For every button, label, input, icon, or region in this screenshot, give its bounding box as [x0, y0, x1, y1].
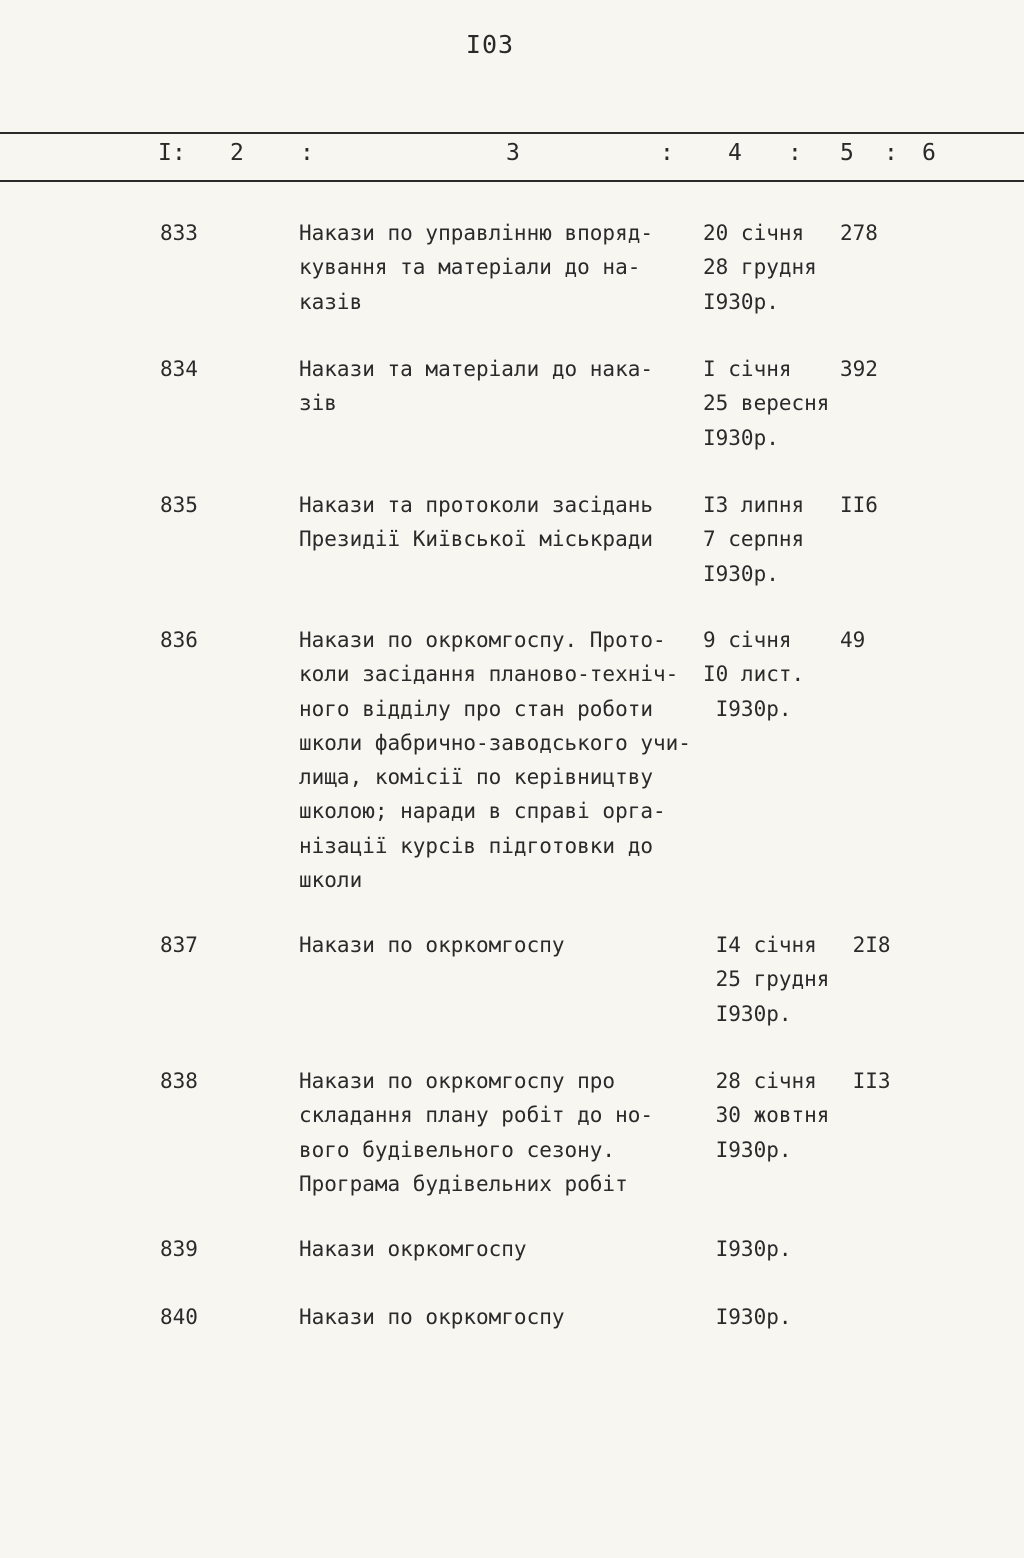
column-1-header: I: [158, 140, 172, 166]
item-sheet-count: II6: [840, 493, 878, 517]
item-title: [299, 352, 653, 421]
item-sheet-count: 49: [840, 628, 866, 652]
item-number: 834: [160, 357, 198, 381]
item-sheet-count: 278: [840, 221, 878, 245]
item-dates: [703, 623, 804, 726]
item-date-line: I930р.: [703, 696, 792, 721]
page-number: I03: [465, 30, 515, 59]
item-title: [299, 488, 653, 557]
item-dates: [703, 216, 817, 319]
item-title-line: Президії Київської міськради: [299, 527, 654, 552]
item-date-line: I930р.: [703, 1305, 792, 1329]
item-date-line: I930р.: [703, 1237, 792, 1261]
item-title-line: Накази по окркомгоспу. Прото-: [299, 628, 666, 652]
item-sheet-count: 392: [840, 357, 878, 381]
item-title-line: ного відділу про стан роботи: [299, 696, 654, 721]
item-title-line: Накази та матеріали до нака-: [299, 357, 654, 381]
column-5-header: 5: [840, 140, 854, 166]
item-dates: [703, 928, 829, 1031]
item-title-line: Накази та протоколи засідань: [299, 493, 654, 517]
item-number: 836: [160, 628, 198, 652]
item-date-line: 28 січня: [703, 1069, 817, 1093]
item-date-line: 25 грудня: [703, 967, 830, 992]
item-title: [299, 216, 653, 319]
item-title-line: школи: [299, 868, 363, 893]
item-title-line: Накази окркомгоспу: [299, 1237, 527, 1261]
item-title-line: школою; наради в справі орга-: [299, 799, 666, 824]
item-date-line: 20 січня: [703, 221, 805, 245]
item-date-line: I930р.: [703, 561, 779, 586]
item-title: [299, 1064, 653, 1201]
item-title: [299, 1300, 565, 1334]
table-header-bottom-rule: [0, 180, 1024, 182]
item-date-line: I січня: [703, 357, 792, 381]
column-3-header: 3: [506, 140, 520, 166]
item-title-line: Накази по окркомгоспу: [299, 1305, 565, 1329]
item-date-line: I930р.: [703, 1001, 792, 1026]
table-header-top-rule: [0, 132, 1024, 134]
item-title-line: коли засідання планово-технiч-: [299, 662, 679, 687]
item-date-line: I930р.: [703, 425, 779, 450]
item-title-line: Програма будівельних робіт: [299, 1171, 628, 1196]
column-6-header: 6: [922, 140, 936, 166]
item-title-line: нізації курсів підготовки до: [299, 833, 654, 858]
item-title: [299, 1232, 527, 1266]
item-dates: [703, 488, 804, 591]
item-title-line: Накази по окркомгоспу: [299, 933, 565, 957]
item-title: [299, 928, 565, 962]
item-number: 833: [160, 221, 198, 245]
item-number: 838: [160, 1069, 198, 1093]
item-date-line: I930р.: [703, 289, 779, 314]
column-4-header: 4: [728, 140, 742, 166]
item-date-line: I4 січня: [703, 933, 817, 957]
item-number: 839: [160, 1237, 198, 1261]
item-title-line: Накази по окркомгоспу про: [299, 1069, 616, 1093]
item-date-line: 28 грудня: [703, 255, 817, 280]
column-2-header: 2: [230, 140, 244, 166]
item-title-line: школи фабрично-заводського учи-: [299, 730, 691, 755]
item-title-line: зів: [299, 391, 337, 416]
item-title-line: кування та матеріали до на-: [299, 255, 641, 280]
item-number: 837: [160, 933, 198, 957]
item-title-line: лища, комісії по керівництву: [299, 765, 654, 790]
column-separator: :: [884, 140, 898, 166]
item-date-line: I930р.: [703, 1137, 792, 1162]
item-number: 835: [160, 493, 198, 517]
item-sheet-count: 2I8: [840, 933, 891, 957]
column-separator: :: [172, 140, 186, 166]
item-date-line: 9 січня: [703, 628, 792, 652]
item-number: 840: [160, 1305, 198, 1329]
item-date-line: 30 жовтня: [703, 1103, 830, 1128]
item-title-line: складання плану робіт до но-: [299, 1103, 654, 1128]
item-date-line: I3 липня: [703, 493, 805, 517]
item-date-line: I0 лист.: [703, 662, 805, 687]
item-date-line: 25 вересня: [703, 391, 830, 416]
column-separator: :: [788, 140, 802, 166]
item-title-line: казів: [299, 289, 363, 314]
item-title: [299, 623, 691, 897]
item-title-line: Накази по управлінню впоряд-: [299, 221, 654, 245]
item-dates: [703, 1064, 829, 1167]
item-dates: [703, 352, 829, 455]
item-dates: [703, 1300, 792, 1334]
item-dates: [703, 1232, 792, 1266]
column-separator: :: [660, 140, 674, 166]
item-date-line: 7 серпня: [703, 527, 805, 552]
item-title-line: вого будівельного сезону.: [299, 1137, 616, 1162]
column-separator: :: [300, 140, 314, 166]
item-sheet-count: II3: [840, 1069, 891, 1093]
